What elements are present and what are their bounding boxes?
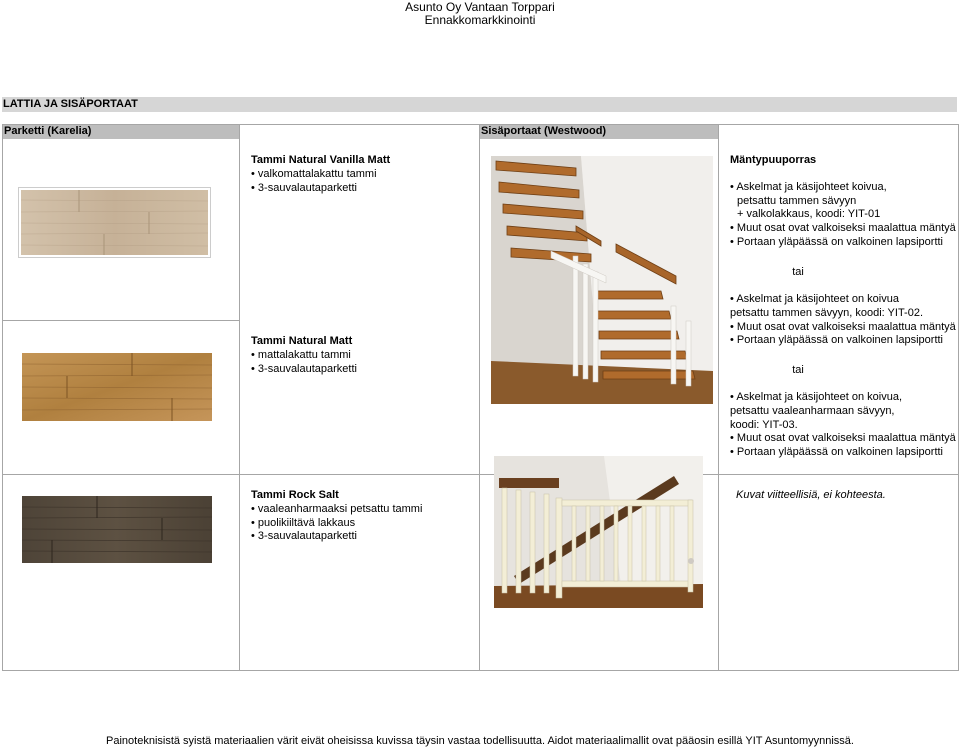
stairs-option-2: • Askelmat ja käsijohteet on koivua petsattu tammen sävyyn, koodi: YIT-02. • Muut osat ovat valkoiseksi maalattua mäntyä • Portaan yläpäässä on valkoinen lapsiportti xyxy=(730,293,956,347)
column-header-parquet-label: Parketti (Karelia) xyxy=(4,125,92,137)
stairs-title: Mäntypuuporras xyxy=(730,154,817,166)
parquet-title: Tammi Rock Salt xyxy=(251,489,339,501)
stairs-bullet: Askelmat ja käsijohteet on koivua, xyxy=(736,391,903,403)
stairs-option-3: • Askelmat ja käsijohteet on koivua, petsattu vaaleanharmaan sävyyn, koodi: YIT-03. • Muut osat ovat valkoiseksi maalattua mäntyä • Portaan yläpäässä on valkoinen lapsiportti xyxy=(730,391,956,459)
parquet-swatch-natural-image xyxy=(22,353,212,421)
stairs-bullet: Muut osat ovat valkoiseksi maalattua mäntyä xyxy=(736,432,956,445)
parquet-title: Tammi Natural Vanilla Matt xyxy=(251,154,391,166)
parquet-bullet: 3-sauvalautaparketti xyxy=(257,181,357,194)
stairs-bullet: Portaan yläpäässä on valkoinen lapsiportti xyxy=(736,334,943,347)
staircase-photo xyxy=(491,156,713,404)
parquet-bullet: vaaleanharmaaksi petsattu tammi xyxy=(257,502,423,515)
parquet-bullet: valkomattalakattu tammi xyxy=(257,167,377,180)
table-divider xyxy=(2,474,959,475)
section-title-bar xyxy=(2,97,957,112)
project-name: Asunto Oy Vantaan Torppari xyxy=(405,0,555,14)
parquet-title: Tammi Natural Matt xyxy=(251,335,353,347)
footer-disclaimer: Painoteknisistä syistä materiaalien värit eivät oheisissa kuvissa täysin vastaa todellisuutta. Aidot materiaalimallit ovat pääosin esillä YIT Asuntomyynnissä. xyxy=(106,735,854,747)
stairs-description: Mäntypuuporras • Askelmat ja käsijohteet koivua, petsattu tammen sävyyn + valkolakkaus, koodi: YIT-01 • Muut osat ovat valkoiseksi maalattua mäntyä • Portaan yläpäässä on valkoinen lapsiportti xyxy=(730,154,956,248)
stairs-bullet: Portaan yläpäässä on valkoinen lapsiportti xyxy=(736,446,943,459)
stairs-or-separator: tai xyxy=(792,266,804,278)
parquet-swatch-vanilla-image xyxy=(19,188,210,257)
image-disclaimer-note: Kuvat viitteellisiä, ei kohteesta. xyxy=(736,489,886,501)
table-divider xyxy=(239,124,240,671)
parquet-description-rock-salt: Tammi Rock Salt • vaaleanharmaaksi petsattu tammi • puolikiiltävä lakkaus • 3-sauvalautaparketti xyxy=(251,489,423,543)
parquet-bullet: 3-sauvalautaparketti xyxy=(257,362,357,375)
stairs-bullet-continuation: petsattu tammen sävyyn, koodi: YIT-02. xyxy=(730,306,924,319)
table-divider xyxy=(718,124,719,671)
table-divider xyxy=(479,124,480,671)
stairs-bullet: Muut osat ovat valkoiseksi maalattua mäntyä xyxy=(736,320,956,333)
stairs-bullet-continuation: petsattu vaaleanharmaan sävyyn, xyxy=(730,404,895,417)
parquet-description-vanilla: Tammi Natural Vanilla Matt • valkomattalakattu tammi • 3-sauvalautaparketti xyxy=(251,154,391,194)
column-header-stairs-label: Sisäportaat (Westwood) xyxy=(481,125,607,137)
table-divider xyxy=(2,320,239,321)
section-title: LATTIA JA SISÄPORTAAT xyxy=(3,98,138,110)
stairs-bullet-continuation: + valkolakkaus, koodi: YIT-01 xyxy=(737,208,881,221)
parquet-bullet: 3-sauvalautaparketti xyxy=(257,530,357,543)
stairs-bullet: Portaan yläpäässä on valkoinen lapsiportti xyxy=(736,235,943,248)
staircase-photo-image xyxy=(491,156,713,404)
stairs-or-separator: tai xyxy=(792,364,804,376)
parquet-bullet: puolikiiltävä lakkaus xyxy=(257,516,356,529)
parquet-swatch-natural xyxy=(22,353,212,421)
document-subtitle: Ennakkomarkkinointi xyxy=(424,13,536,27)
stairs-bullet: Askelmat ja käsijohteet on koivua xyxy=(736,293,899,305)
parquet-swatch-rock-salt xyxy=(22,496,212,563)
parquet-description-natural: Tammi Natural Matt • mattalakattu tammi • 3-sauvalautaparketti xyxy=(251,335,357,375)
stairs-bullet-continuation: koodi: YIT-03. xyxy=(730,418,798,431)
parquet-swatch-rock-salt-image xyxy=(22,496,212,563)
child-gate-photo xyxy=(494,456,703,608)
stairs-bullet: Muut osat ovat valkoiseksi maalattua mäntyä xyxy=(736,222,956,235)
stairs-bullet-continuation: petsattu tammen sävyyn xyxy=(737,194,857,207)
parquet-swatch-vanilla xyxy=(18,187,211,258)
stairs-bullet: Askelmat ja käsijohteet koivua, xyxy=(736,180,887,193)
child-gate-photo-image xyxy=(494,456,703,608)
parquet-bullet: mattalakattu tammi xyxy=(257,348,351,361)
